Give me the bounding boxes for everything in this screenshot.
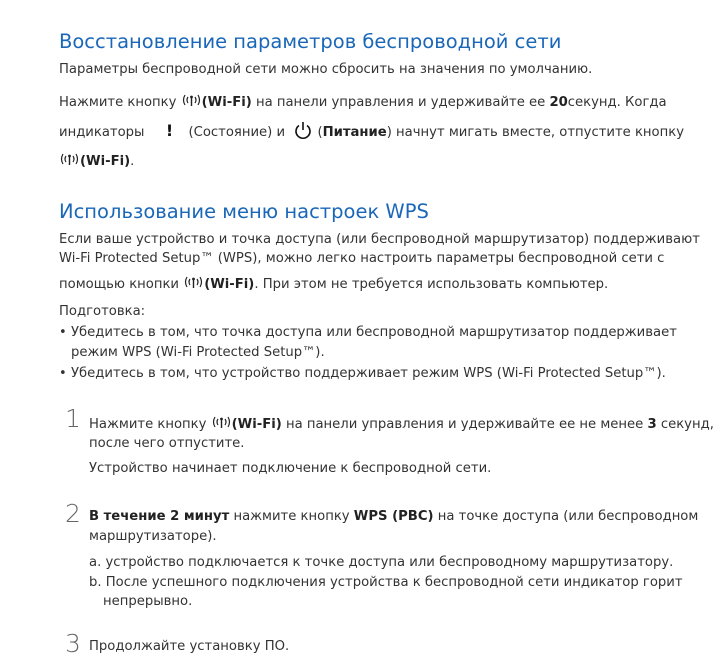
wps-intro-line-2: Wi-Fi Protected Setup™ (WPS), можно легко настроить параметры беспроводной сети с [59,251,665,266]
text: секунд. Когда [567,95,667,110]
text: нажмите кнопку [229,509,354,524]
bullet: • [59,366,67,381]
list-item [59,366,666,381]
restore-intro: Параметры беспроводной сети можно сбросить на значения по умолчанию. [59,62,593,77]
text: на точке доступа (или беспроводном [433,509,699,524]
wifi-label: (Wi-Fi) [204,277,255,292]
wifi-label: (Wi-Fi) [201,95,252,110]
text: на панели управления и удерживайте ее [251,95,550,110]
section-title-restore: Восстановление параметров беспроводной сети [59,30,562,53]
wifi-icon [181,93,202,107]
text: помощью кнопки [59,277,184,292]
text: Убедитесь в том, что точка доступа или беспроводной маршрутизатор поддерживает [71,325,677,340]
list-item-continuation: режим WPS (Wi-Fi Protected Setup™). [71,345,325,360]
restore-paragraph-line-2 [59,120,684,140]
wifi-label: (Wi-Fi) [231,417,282,432]
text: Нажмите кнопку [89,417,211,432]
preparation-label: Подготовка: [59,304,146,319]
text: . При этом не требуется использовать компьютер. [254,277,609,292]
step-2-item-b-continuation: непрерывно. [103,594,193,609]
text: Нажмите кнопку [59,95,181,110]
step-2-line-1 [89,509,698,524]
text: (Состояние) и [188,125,286,140]
step-1-result: Устройство начинает подключение к беспроводной сети. [89,461,492,476]
text: ) начнут мигать вместе, отпустите кнопку [386,125,685,140]
list-item [59,325,677,340]
step-2-item-a: a. устройство подключается к точке доступа или беспроводному маршрутизатору. [89,555,674,570]
power-label: Питание [322,125,387,140]
text: Убедитесь в том, что устройство поддерживает режим WPS (Wi-Fi Protected Setup™). [71,366,666,381]
wifi-icon [59,152,80,166]
wps-intro-line-3 [59,275,608,292]
status-icon: ! [165,121,174,140]
wifi-label: (Wi-Fi) [80,154,131,169]
wifi-icon [183,275,204,289]
text: ( [313,125,323,140]
text: секунд, [656,417,714,432]
section-title-wps: Использование меню настроек WPS [59,200,429,223]
wps-button-label: WPS (PBC) [353,509,434,524]
text: . [130,154,135,169]
restore-paragraph-line-3 [59,152,134,169]
step-1-line-2: после чего отпустите. [89,436,245,451]
seconds-number: 20 [549,95,568,110]
step-number-3: 3 [65,629,81,658]
seconds-number: 3 [647,417,657,432]
text: индикаторы [59,125,145,140]
step-number-1: 1 [65,404,81,433]
step-2-line-2: маршрутизаторе). [89,529,217,544]
power-icon [293,120,313,140]
restore-paragraph-line-1 [59,93,667,110]
wps-intro-line-1: Если ваше устройство и точка доступа (или беспроводной маршрутизатор) поддерживают [59,232,700,247]
step-number-2: 2 [65,499,81,528]
wifi-icon [211,415,232,429]
step-1-line-1 [89,415,714,432]
text: на панели управления и удерживайте ее не менее [281,417,648,432]
step-2-item-b: b. После успешного подключения устройства к беспроводной сети индикатор горит [89,575,683,590]
bullet: • [59,325,67,340]
step-3-text: Продолжайте установку ПО. [89,639,290,654]
time-limit: В течение 2 минут [89,509,230,524]
